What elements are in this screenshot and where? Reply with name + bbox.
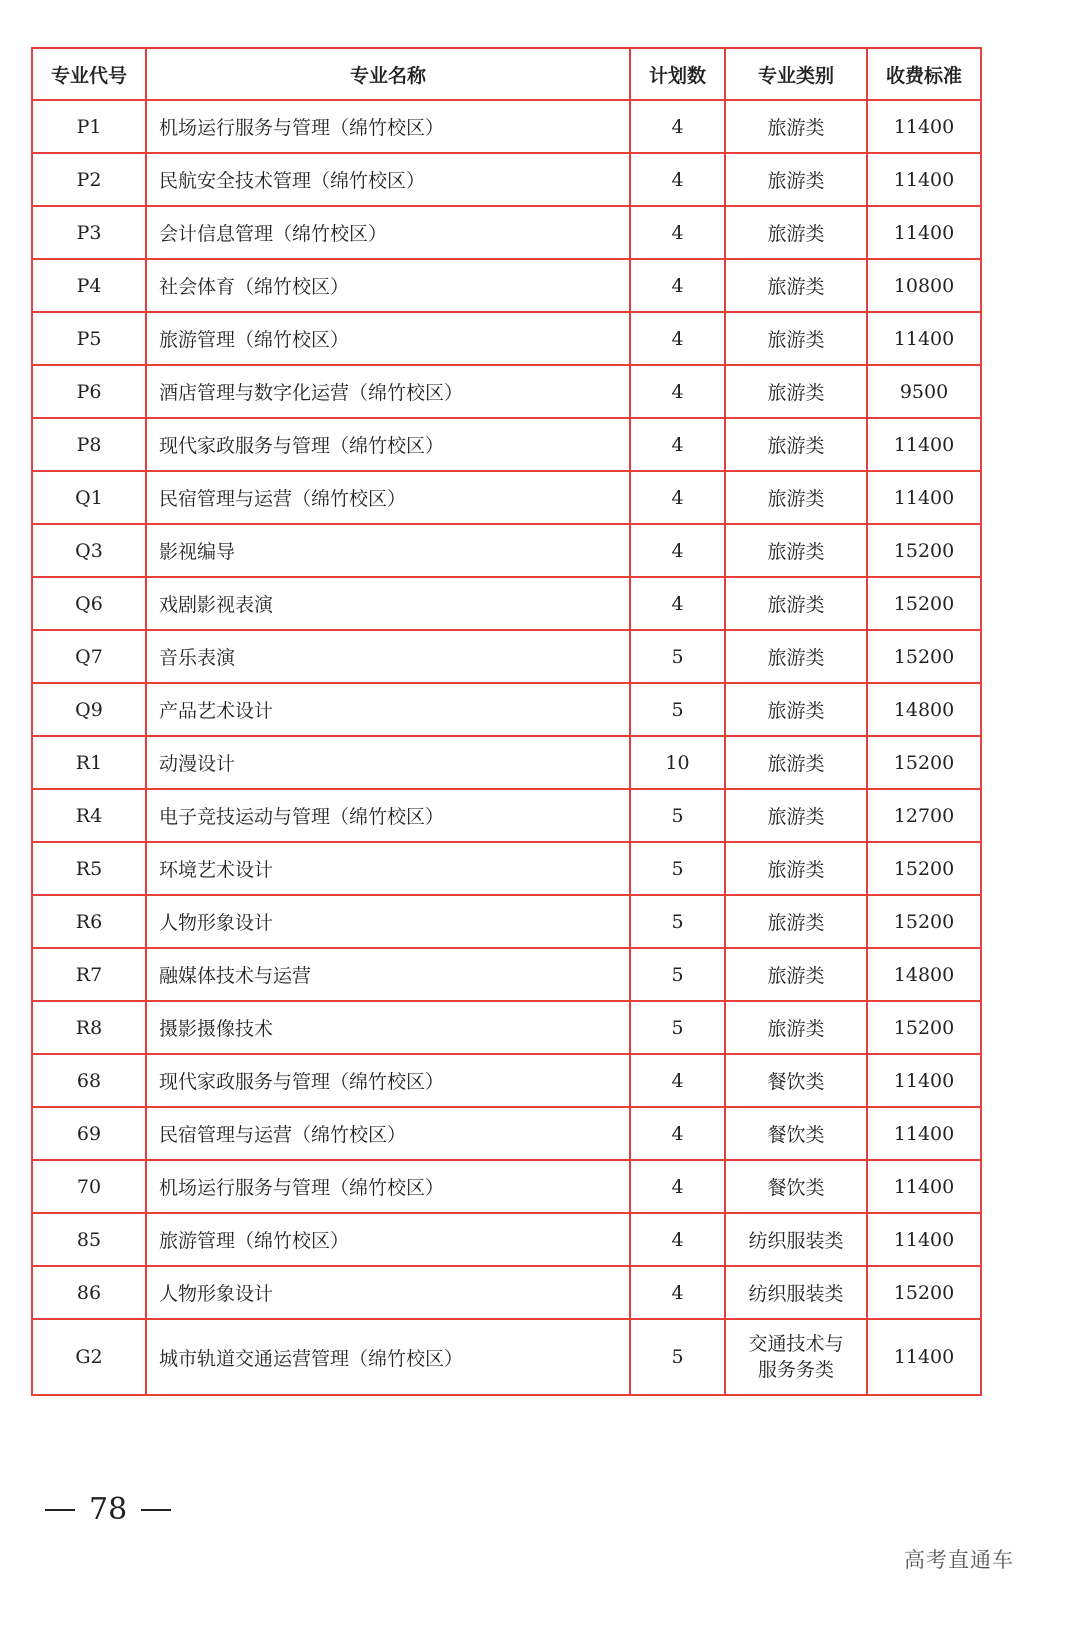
cell-plan-count: 5 xyxy=(630,948,725,1001)
table-header-row xyxy=(32,48,981,100)
table-row xyxy=(32,630,981,683)
cell-major-category: 旅游类 xyxy=(725,683,867,736)
cell-major-code: P5 xyxy=(32,312,146,365)
cell-fee-standard: 11400 xyxy=(867,153,981,206)
table-row xyxy=(32,471,981,524)
table-row xyxy=(32,365,981,418)
cell-major-name: 现代家政服务与管理（绵竹校区） xyxy=(146,1054,630,1107)
table-row xyxy=(32,1054,981,1107)
cell-major-category: 旅游类 xyxy=(725,100,867,153)
category-line-1: 交通技术与 xyxy=(748,1333,844,1355)
table-row xyxy=(32,1107,981,1160)
cell-major-name: 会计信息管理（绵竹校区） xyxy=(146,206,630,259)
cell-major-code: 85 xyxy=(32,1213,146,1266)
cell-plan-count: 5 xyxy=(630,842,725,895)
cell-major-name: 机场运行服务与管理（绵竹校区） xyxy=(146,100,630,153)
cell-major-category: 旅游类 xyxy=(725,418,867,471)
cell-major-category: 餐饮类 xyxy=(725,1160,867,1213)
cell-major-code: Q3 xyxy=(32,524,146,577)
cell-major-category: 旅游类 xyxy=(725,206,867,259)
table-row xyxy=(32,418,981,471)
page-footer xyxy=(45,1492,171,1527)
cell-major-code: 69 xyxy=(32,1107,146,1160)
cell-major-code: R8 xyxy=(32,1001,146,1054)
table-row xyxy=(32,153,981,206)
cell-fee-standard: 15200 xyxy=(867,1001,981,1054)
cell-major-code: P2 xyxy=(32,153,146,206)
cell-major-name: 影视编导 xyxy=(146,524,630,577)
cell-fee-standard: 11400 xyxy=(867,1319,981,1395)
cell-major-code: 86 xyxy=(32,1266,146,1319)
cell-plan-count: 4 xyxy=(630,100,725,153)
cell-plan-count: 10 xyxy=(630,736,725,789)
cell-major-category: 旅游类 xyxy=(725,577,867,630)
admission-plan-table xyxy=(31,47,982,1396)
cell-major-code: P3 xyxy=(32,206,146,259)
cell-fee-standard: 9500 xyxy=(867,365,981,418)
cell-fee-standard: 15200 xyxy=(867,630,981,683)
table-row xyxy=(32,789,981,842)
header-major-category: 专业类别 xyxy=(725,48,867,100)
cell-major-name: 旅游管理（绵竹校区） xyxy=(146,1213,630,1266)
cell-major-name: 音乐表演 xyxy=(146,630,630,683)
cell-major-name: 动漫设计 xyxy=(146,736,630,789)
cell-major-name: 城市轨道交通运营管理（绵竹校区） xyxy=(146,1319,630,1395)
cell-plan-count: 4 xyxy=(630,312,725,365)
cell-major-category: 纺织服装类 xyxy=(725,1266,867,1319)
cell-major-name: 电子竞技运动与管理（绵竹校区） xyxy=(146,789,630,842)
cell-fee-standard: 11400 xyxy=(867,1160,981,1213)
table-row xyxy=(32,524,981,577)
cell-fee-standard: 14800 xyxy=(867,683,981,736)
cell-plan-count: 4 xyxy=(630,471,725,524)
cell-plan-count: 5 xyxy=(630,895,725,948)
table-row xyxy=(32,1319,981,1395)
cell-fee-standard: 11400 xyxy=(867,1054,981,1107)
table-row xyxy=(32,842,981,895)
table-row xyxy=(32,1160,981,1213)
cell-plan-count: 4 xyxy=(630,1107,725,1160)
cell-major-name: 民宿管理与运营（绵竹校区） xyxy=(146,471,630,524)
cell-major-name: 旅游管理（绵竹校区） xyxy=(146,312,630,365)
page-number: 78 xyxy=(89,1492,128,1527)
cell-major-code: 68 xyxy=(32,1054,146,1107)
cell-major-code: P8 xyxy=(32,418,146,471)
cell-fee-standard: 11400 xyxy=(867,312,981,365)
cell-fee-standard: 11400 xyxy=(867,1213,981,1266)
table-row xyxy=(32,206,981,259)
cell-major-name: 现代家政服务与管理（绵竹校区） xyxy=(146,418,630,471)
left-dash xyxy=(45,1509,75,1511)
cell-fee-standard: 15200 xyxy=(867,736,981,789)
cell-fee-standard: 10800 xyxy=(867,259,981,312)
cell-plan-count: 4 xyxy=(630,365,725,418)
header-plan-count: 计划数 xyxy=(630,48,725,100)
cell-major-category: 旅游类 xyxy=(725,842,867,895)
cell-plan-count: 4 xyxy=(630,1160,725,1213)
cell-major-code: Q6 xyxy=(32,577,146,630)
table-row xyxy=(32,100,981,153)
cell-fee-standard: 15200 xyxy=(867,842,981,895)
cell-major-code: R7 xyxy=(32,948,146,1001)
cell-major-category: 旅游类 xyxy=(725,471,867,524)
cell-major-code: R6 xyxy=(32,895,146,948)
table-row xyxy=(32,259,981,312)
cell-major-category: 旅游类 xyxy=(725,1001,867,1054)
cell-fee-standard: 14800 xyxy=(867,948,981,1001)
cell-major-name: 民宿管理与运营（绵竹校区） xyxy=(146,1107,630,1160)
cell-plan-count: 5 xyxy=(630,630,725,683)
cell-major-name: 人物形象设计 xyxy=(146,1266,630,1319)
cell-major-code: R1 xyxy=(32,736,146,789)
cell-major-code: Q9 xyxy=(32,683,146,736)
cell-major-category: 旅游类 xyxy=(725,153,867,206)
cell-major-category: 旅游类 xyxy=(725,630,867,683)
cell-major-code: P4 xyxy=(32,259,146,312)
cell-plan-count: 4 xyxy=(630,524,725,577)
cell-plan-count: 4 xyxy=(630,1054,725,1107)
cell-major-category: 餐饮类 xyxy=(725,1054,867,1107)
table-row xyxy=(32,736,981,789)
cell-fee-standard: 15200 xyxy=(867,524,981,577)
cell-fee-standard: 11400 xyxy=(867,471,981,524)
cell-major-name: 机场运行服务与管理（绵竹校区） xyxy=(146,1160,630,1213)
cell-major-name: 酒店管理与数字化运营（绵竹校区） xyxy=(146,365,630,418)
cell-plan-count: 4 xyxy=(630,577,725,630)
cell-major-category: 旅游类 xyxy=(725,895,867,948)
cell-major-name: 戏剧影视表演 xyxy=(146,577,630,630)
cell-plan-count: 4 xyxy=(630,259,725,312)
table-row xyxy=(32,1266,981,1319)
cell-major-category: 旅游类 xyxy=(725,524,867,577)
table-row xyxy=(32,895,981,948)
table-row xyxy=(32,577,981,630)
table-row xyxy=(32,312,981,365)
cell-major-code: P1 xyxy=(32,100,146,153)
cell-fee-standard: 11400 xyxy=(867,418,981,471)
cell-major-name: 产品艺术设计 xyxy=(146,683,630,736)
cell-fee-standard: 12700 xyxy=(867,789,981,842)
cell-major-category: 旅游类 xyxy=(725,948,867,1001)
cell-major-category: 旅游类 xyxy=(725,736,867,789)
cell-plan-count: 5 xyxy=(630,683,725,736)
cell-major-code: 70 xyxy=(32,1160,146,1213)
cell-major-code: R4 xyxy=(32,789,146,842)
cell-major-name: 环境艺术设计 xyxy=(146,842,630,895)
cell-major-category: 旅游类 xyxy=(725,312,867,365)
cell-plan-count: 4 xyxy=(630,1213,725,1266)
cell-fee-standard: 11400 xyxy=(867,206,981,259)
table-row xyxy=(32,1001,981,1054)
cell-plan-count: 4 xyxy=(630,418,725,471)
cell-plan-count: 4 xyxy=(630,153,725,206)
cell-fee-standard: 15200 xyxy=(867,1266,981,1319)
cell-major-name: 人物形象设计 xyxy=(146,895,630,948)
cell-major-category xyxy=(725,1319,867,1395)
table-body xyxy=(32,100,981,1395)
table-row xyxy=(32,948,981,1001)
watermark: 高考直通车 xyxy=(904,1548,1014,1572)
cell-major-code: R5 xyxy=(32,842,146,895)
cell-major-code: P6 xyxy=(32,365,146,418)
header-major-name: 专业名称 xyxy=(146,48,630,100)
category-line-2: 服务务类 xyxy=(757,1359,834,1381)
table-row xyxy=(32,1213,981,1266)
cell-major-code: G2 xyxy=(32,1319,146,1395)
cell-major-category: 旅游类 xyxy=(725,789,867,842)
cell-plan-count: 4 xyxy=(630,206,725,259)
cell-major-code: Q7 xyxy=(32,630,146,683)
cell-fee-standard: 11400 xyxy=(867,100,981,153)
cell-major-category: 旅游类 xyxy=(725,365,867,418)
cell-major-category: 餐饮类 xyxy=(725,1107,867,1160)
cell-major-name: 社会体育（绵竹校区） xyxy=(146,259,630,312)
cell-major-code: Q1 xyxy=(32,471,146,524)
table-row xyxy=(32,683,981,736)
cell-fee-standard: 15200 xyxy=(867,895,981,948)
cell-major-category: 纺织服装类 xyxy=(725,1213,867,1266)
cell-major-name: 摄影摄像技术 xyxy=(146,1001,630,1054)
header-major-code: 专业代号 xyxy=(32,48,146,100)
cell-fee-standard: 11400 xyxy=(867,1107,981,1160)
right-dash xyxy=(141,1509,171,1511)
cell-plan-count: 4 xyxy=(630,1266,725,1319)
cell-plan-count: 5 xyxy=(630,789,725,842)
cell-major-category: 旅游类 xyxy=(725,259,867,312)
cell-plan-count: 5 xyxy=(630,1001,725,1054)
cell-plan-count: 5 xyxy=(630,1319,725,1395)
header-fee-standard: 收费标准 xyxy=(867,48,981,100)
cell-major-name: 民航安全技术管理（绵竹校区） xyxy=(146,153,630,206)
cell-fee-standard: 15200 xyxy=(867,577,981,630)
cell-major-name: 融媒体技术与运营 xyxy=(146,948,630,1001)
